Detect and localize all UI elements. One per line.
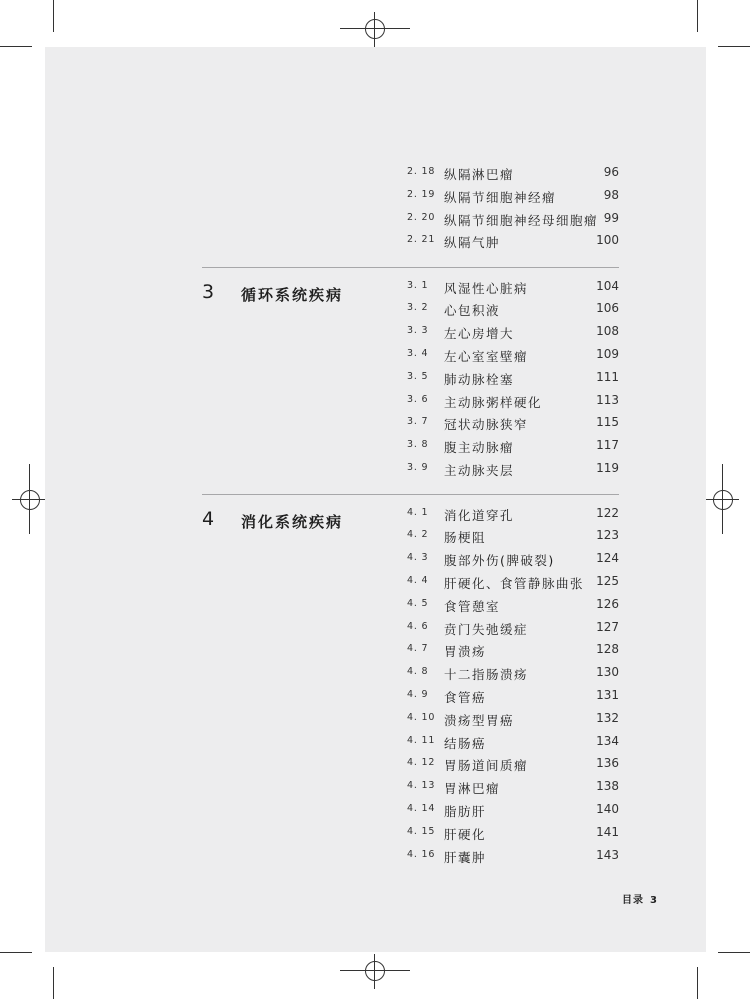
entry-title: 纵隔淋巴瘤: [444, 167, 515, 182]
entry-title: 纵隔节细胞神经瘤: [444, 189, 557, 205]
toc-entry[interactable]: [0, 231, 750, 254]
entry-title: 贲门失弛缓症: [444, 621, 529, 637]
entry-number: 4. 12: [407, 757, 436, 769]
crop-mark: [0, 952, 32, 953]
entry-number: 4. 1: [407, 506, 429, 518]
entry-page: 128: [596, 642, 619, 657]
entry-page: 106: [596, 301, 619, 316]
entry-page: 122: [596, 505, 619, 520]
entry-number: 4. 15: [407, 825, 436, 837]
section-divider: [202, 494, 619, 495]
toc-entry[interactable]: [0, 436, 750, 459]
toc-entry[interactable]: [0, 322, 750, 345]
crop-mark: [53, 967, 54, 999]
entry-title: 消化道穿孔: [444, 507, 515, 523]
entry-page: 104: [596, 278, 619, 293]
entry-title: 左心室室壁瘤: [444, 348, 529, 364]
crop-mark: [0, 46, 32, 47]
toc-entry[interactable]: [0, 368, 750, 391]
entry-title: 肝囊肿: [444, 849, 487, 865]
registration-mark-icon: [365, 19, 385, 39]
toc-entry[interactable]: [0, 163, 750, 186]
toc-entry[interactable]: [0, 549, 750, 572]
chapter-title: 循环系统疾病: [241, 286, 344, 304]
entry-page: 134: [596, 733, 619, 748]
toc-entry[interactable]: [0, 823, 750, 846]
toc-entry[interactable]: [0, 277, 750, 300]
entry-title: 冠状动脉狭窄: [444, 417, 529, 433]
toc-entry[interactable]: [0, 686, 750, 709]
registration-mark-icon: [365, 961, 385, 981]
entry-number: 3. 4: [407, 347, 429, 359]
entry-title: 肺动脉栓塞: [444, 371, 515, 387]
toc-entry[interactable]: [0, 209, 750, 232]
footer-label: 目录: [622, 895, 644, 906]
entry-title: 食管憩室: [444, 598, 501, 614]
crop-mark: [718, 46, 750, 47]
entry-number: 4. 9: [407, 688, 429, 700]
entry-number: 3. 3: [407, 325, 429, 337]
entry-page: 96: [603, 165, 619, 179]
entry-title: 食管癌: [444, 689, 487, 705]
entry-title: 肝硬化、食管静脉曲张: [444, 575, 585, 591]
entry-number: 3. 8: [407, 439, 429, 451]
entry-number: 4. 7: [407, 643, 429, 655]
entry-number: 2. 18: [407, 166, 436, 177]
entry-number: 4. 10: [407, 711, 436, 723]
toc-entry[interactable]: [0, 663, 750, 686]
entry-number: 4. 3: [407, 552, 429, 564]
chapter-number: 4: [202, 508, 215, 530]
entry-number: 2. 19: [407, 188, 436, 200]
entry-page: 126: [596, 596, 619, 611]
entry-number: 2. 21: [407, 234, 436, 246]
entry-title: 心包积液: [444, 303, 501, 319]
entry-title: 胃溃疡: [444, 644, 487, 660]
entry-page: 127: [596, 619, 619, 634]
entry-title: 主动脉粥样硬化: [444, 394, 543, 410]
entry-page: 136: [596, 756, 619, 771]
entry-number: 3. 9: [407, 461, 429, 473]
entry-page: 113: [596, 392, 619, 407]
entry-number: 4. 14: [407, 802, 436, 814]
entry-number: 3. 6: [407, 393, 429, 405]
entry-page: 111: [596, 369, 619, 384]
entry-title: 纵隔气肿: [444, 235, 501, 251]
entry-title: 十二指肠溃疡: [444, 667, 529, 683]
entry-number: 4. 13: [407, 780, 436, 792]
crop-mark: [697, 0, 698, 32]
toc-entry[interactable]: [0, 345, 750, 368]
entry-title: 左心房增大: [444, 326, 515, 342]
entry-title: 肠梗阻: [444, 530, 487, 546]
entry-number: 3. 7: [407, 416, 429, 428]
entry-title: 肝硬化: [444, 826, 487, 842]
entry-page: 99: [603, 210, 619, 225]
entry-number: 4. 8: [407, 666, 429, 678]
entry-page: 125: [596, 573, 619, 588]
entry-number: 4. 4: [407, 574, 429, 586]
entry-number: 4. 6: [407, 620, 429, 632]
entry-number: 3. 1: [407, 279, 429, 291]
entry-title: 胃淋巴瘤: [444, 781, 501, 797]
entry-title: 结肠癌: [444, 735, 487, 751]
entry-page: 98: [603, 187, 619, 202]
chapter-title: 消化系统疾病: [241, 513, 344, 531]
toc-entry[interactable]: [0, 186, 750, 209]
entry-number: 4. 11: [407, 734, 436, 746]
toc-entry[interactable]: [0, 572, 750, 595]
entry-number: 3. 2: [407, 302, 429, 314]
crop-mark: [718, 952, 750, 953]
entry-page: 108: [596, 324, 619, 339]
toc-entry[interactable]: [0, 732, 750, 755]
page-footer: [622, 891, 657, 906]
entry-page: 119: [596, 460, 619, 475]
entry-number: 4. 5: [407, 597, 429, 609]
entry-title: 主动脉夹层: [444, 462, 515, 478]
toc-entry[interactable]: [0, 595, 750, 618]
toc-entry[interactable]: [0, 800, 750, 823]
crop-mark: [53, 0, 54, 32]
toc-entry[interactable]: [0, 299, 750, 322]
entry-title: 纵隔节细胞神经母细胞瘤: [444, 212, 599, 228]
toc-entry[interactable]: [0, 846, 750, 869]
entry-title: 风湿性心脏病: [444, 280, 529, 296]
toc-entry[interactable]: [0, 504, 750, 527]
entry-number: 4. 16: [407, 848, 436, 860]
entry-page: 130: [596, 665, 619, 680]
toc-entry[interactable]: [0, 526, 750, 549]
entry-page: 132: [596, 710, 619, 725]
entry-number: 2. 20: [407, 211, 436, 223]
entry-page: 124: [596, 551, 619, 566]
toc-entry[interactable]: [0, 459, 750, 482]
entry-page: 115: [596, 415, 619, 430]
entry-page: 123: [596, 528, 619, 543]
crop-mark: [697, 967, 698, 999]
entry-page: 141: [596, 824, 619, 839]
footer-page-number: 3: [650, 895, 657, 906]
entry-number: 4. 2: [407, 529, 429, 541]
entry-page: 117: [596, 438, 619, 453]
entry-title: 腹主动脉瘤: [444, 440, 515, 456]
toc-entry[interactable]: [0, 391, 750, 414]
toc-entry[interactable]: [0, 777, 750, 800]
toc-entry[interactable]: [0, 618, 750, 641]
toc-entry[interactable]: [0, 413, 750, 436]
entry-title: 脂肪肝: [444, 803, 487, 819]
entry-title: 腹部外伤(脾破裂): [444, 553, 555, 569]
entry-page: 138: [596, 779, 619, 794]
entry-title: 溃疡型胃癌: [444, 712, 515, 728]
section-divider: [202, 267, 619, 268]
entry-page: 140: [596, 801, 619, 816]
entry-page: 143: [596, 847, 619, 862]
toc-entry[interactable]: [0, 754, 750, 777]
toc-entry[interactable]: [0, 640, 750, 663]
entry-page: 100: [596, 233, 619, 248]
entry-page: 131: [596, 687, 619, 702]
entry-title: 胃肠道间质瘤: [444, 758, 529, 774]
entry-page: 109: [596, 346, 619, 361]
chapter-number: 3: [202, 281, 215, 303]
toc-entry[interactable]: [0, 709, 750, 732]
entry-number: 3. 5: [407, 370, 429, 382]
